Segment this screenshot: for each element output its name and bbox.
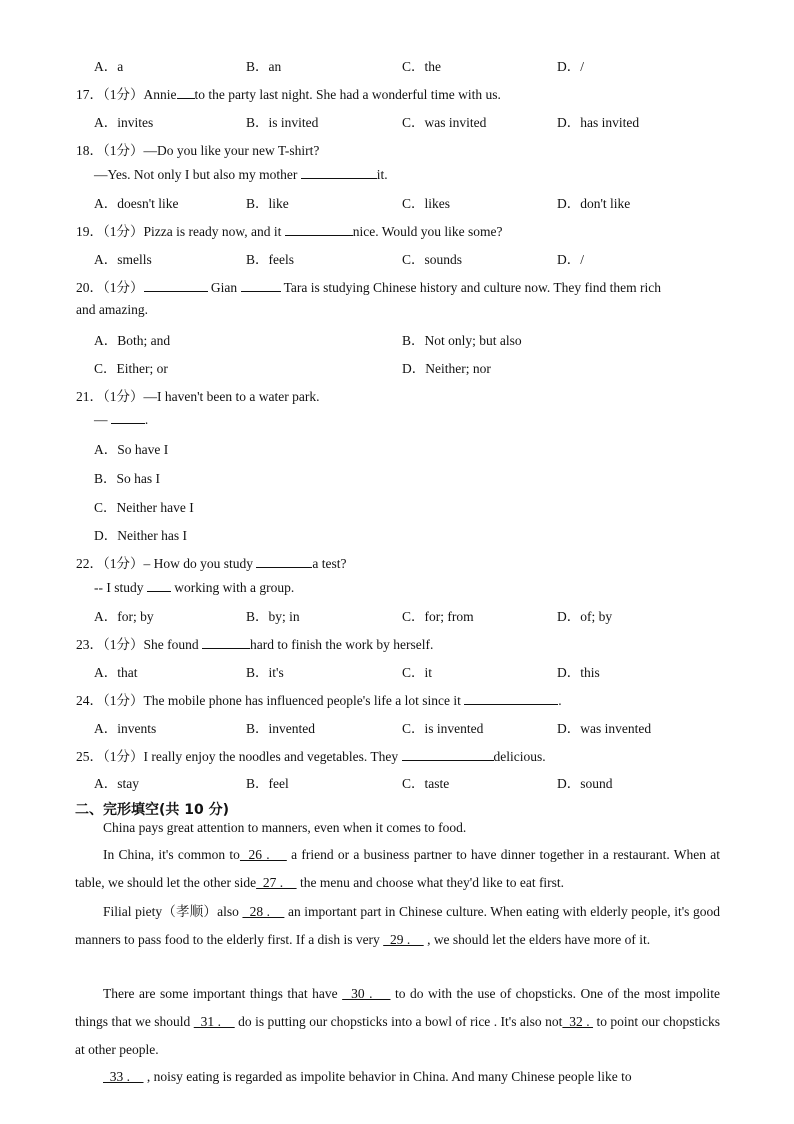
q22-blank-1 bbox=[256, 555, 312, 568]
blank-30[interactable]: 30 . bbox=[342, 986, 391, 1001]
q25-text-a: I really enjoy the noodles and vegetables. They bbox=[143, 749, 402, 764]
q22-line2-b: working with a group. bbox=[170, 580, 295, 595]
q24-number: 24．（1分） bbox=[76, 693, 144, 708]
q25-options bbox=[94, 772, 734, 790]
q22-option-c[interactable]: C．for; from bbox=[402, 609, 474, 624]
p4-text-b: to do with the use of chopsticks. One of the most impolite things that we should bbox=[75, 986, 720, 1029]
q17-text-b: to the party last night. She had a wonderful time with us. bbox=[194, 87, 501, 102]
q20-options-row2 bbox=[94, 357, 734, 375]
q21-dash: — bbox=[94, 412, 111, 427]
q18-line2-a: —Yes. Not only I but also my mother bbox=[94, 167, 301, 182]
blank-27[interactable]: 27 . bbox=[256, 875, 297, 890]
q22-option-d[interactable]: D．of; by bbox=[557, 609, 613, 624]
blank-29[interactable]: 29 . bbox=[383, 932, 424, 947]
q23-text-a: She found bbox=[143, 637, 202, 652]
p4-text-d: to point our chopsticks at other people. bbox=[75, 1014, 721, 1057]
q21-option-c[interactable]: C．Neither have I bbox=[94, 500, 194, 515]
q24-option-c[interactable]: C．is invented bbox=[402, 721, 484, 736]
q17-option-c[interactable]: C．was invited bbox=[402, 115, 487, 130]
q18-option-c[interactable]: C．likes bbox=[402, 196, 451, 211]
q18-line2 bbox=[94, 166, 724, 183]
q17-stem bbox=[76, 83, 724, 103]
section-title: 二、完形填空(共 10 分) bbox=[75, 802, 230, 818]
p2-text-a: In China, it's common to bbox=[103, 847, 240, 862]
passage-paragraph-2 bbox=[75, 841, 720, 897]
q18-line2-b: it. bbox=[376, 167, 388, 182]
q21-blank bbox=[111, 411, 145, 424]
q21-option-a-row bbox=[94, 438, 734, 456]
q24-text-a: The mobile phone has influenced people's life a lot since it bbox=[143, 693, 465, 708]
q16-option-a[interactable]: A．a bbox=[94, 59, 124, 74]
q19-blank bbox=[285, 223, 353, 236]
q18-option-a[interactable]: A．doesn't like bbox=[94, 196, 179, 211]
q22-text-b: a test? bbox=[312, 556, 347, 571]
q18-blank bbox=[301, 166, 377, 179]
q16-options bbox=[94, 55, 734, 73]
q23-options bbox=[94, 661, 734, 679]
blank-26[interactable]: 26 . bbox=[239, 847, 287, 862]
q19-number: 19．（1分） bbox=[76, 224, 144, 239]
p4-text-a: There are some important things that have bbox=[103, 986, 343, 1001]
q22-text-a: – How do you study bbox=[143, 556, 257, 571]
q24-option-a[interactable]: A．invents bbox=[94, 721, 157, 736]
q24-option-d[interactable]: D．was invented bbox=[557, 721, 652, 736]
q25-option-d[interactable]: D．sound bbox=[557, 776, 613, 791]
q24-options bbox=[94, 717, 734, 735]
passage-paragraph-5 bbox=[75, 1063, 720, 1091]
q17-options bbox=[94, 111, 734, 129]
q18-option-b[interactable]: B．like bbox=[246, 196, 289, 211]
q17-text-a: Annie bbox=[143, 87, 177, 102]
q24-blank bbox=[464, 692, 558, 705]
q20-number: 20．（1分） bbox=[76, 280, 144, 295]
q23-option-b[interactable]: B．it's bbox=[246, 665, 284, 680]
q18-options bbox=[94, 192, 734, 210]
q22-line2-a: -- I study bbox=[94, 580, 147, 595]
q19-option-b[interactable]: B．feels bbox=[246, 252, 294, 267]
q21-option-b-row bbox=[94, 467, 734, 485]
p3-text-a: Filial piety（孝顺）also bbox=[103, 904, 243, 919]
passage-paragraph-4 bbox=[75, 980, 720, 1064]
q23-text-b: hard to finish the work by herself. bbox=[250, 637, 434, 652]
p2-text-c: the menu and choose what they'd like to eat first. bbox=[296, 875, 565, 890]
q24-option-b[interactable]: B．invented bbox=[246, 721, 315, 736]
q22-option-b[interactable]: B．by; in bbox=[246, 609, 300, 624]
q21-option-a[interactable]: A．So have I bbox=[94, 442, 169, 457]
q22-blank-2 bbox=[147, 579, 171, 592]
q20-text-b: Tara is studying Chinese history and culture now. They find them rich bbox=[280, 280, 661, 295]
q20-stem bbox=[76, 276, 724, 296]
q20-text-a: Gian bbox=[207, 280, 241, 295]
passage-paragraph-1: China pays great attention to manners, even when it comes to food. bbox=[103, 820, 467, 835]
q19-option-a[interactable]: A．smells bbox=[94, 252, 152, 267]
q19-option-c[interactable]: C．sounds bbox=[402, 252, 463, 267]
q21-period: . bbox=[144, 412, 149, 427]
q21-text: —I haven't been to a water park. bbox=[143, 389, 320, 404]
q16-option-b[interactable]: B．an bbox=[246, 59, 282, 74]
q17-option-d[interactable]: D．has invited bbox=[557, 115, 640, 130]
q21-option-d-row bbox=[94, 524, 734, 542]
q21-line2 bbox=[94, 411, 724, 428]
q25-number: 25．（1分） bbox=[76, 749, 144, 764]
blank-31[interactable]: 31 . bbox=[193, 1014, 235, 1029]
q19-text-b: nice. Would you like some? bbox=[352, 224, 503, 239]
q19-stem bbox=[76, 220, 724, 240]
p3-text-b: an important part in Chinese culture. When eating with elderly people, it's good manners to pass food to the elderly first. If a dish is very bbox=[75, 904, 721, 947]
blank-32[interactable]: 32 . bbox=[562, 1014, 594, 1029]
q25-stem bbox=[76, 745, 724, 765]
q22-option-a[interactable]: A．for; by bbox=[94, 609, 154, 624]
q16-option-d[interactable]: D．/ bbox=[557, 59, 584, 74]
p5-text: , noisy eating is regarded as impolite behavior in China. And many Chinese people like to bbox=[143, 1069, 632, 1084]
q20-option-a[interactable]: A．Both; and bbox=[94, 333, 171, 348]
q25-option-b[interactable]: B．feel bbox=[246, 776, 289, 791]
passage-paragraph-3 bbox=[75, 898, 720, 954]
q22-options bbox=[94, 605, 734, 623]
q16-option-c[interactable]: C．the bbox=[402, 59, 441, 74]
q19-option-d[interactable]: D．/ bbox=[557, 252, 584, 267]
q22-number: 22．（1分） bbox=[76, 556, 144, 571]
q23-stem bbox=[76, 633, 724, 653]
q17-number: 17．（1分） bbox=[76, 87, 144, 102]
q23-blank bbox=[202, 636, 250, 649]
q18-option-d[interactable]: D．don't like bbox=[557, 196, 631, 211]
q21-number: 21．（1分） bbox=[76, 389, 144, 404]
q20-options-row1 bbox=[94, 329, 734, 347]
q23-option-d[interactable]: D．this bbox=[557, 665, 600, 680]
q20-option-b[interactable]: B．Not only; but also bbox=[402, 333, 522, 348]
q19-text-a: Pizza is ready now, and it bbox=[143, 224, 285, 239]
q25-option-a[interactable]: A．stay bbox=[94, 776, 139, 791]
q17-option-a[interactable]: A．invites bbox=[94, 115, 154, 130]
q20-option-c[interactable]: C．Either; or bbox=[94, 361, 168, 376]
q25-blank bbox=[402, 748, 494, 761]
q23-number: 23．（1分） bbox=[76, 637, 144, 652]
blank-28[interactable]: 28 . bbox=[242, 904, 285, 919]
q21-option-c-row bbox=[94, 496, 734, 514]
q22-stem bbox=[76, 552, 724, 572]
q21-option-d[interactable]: D．Neither has I bbox=[94, 528, 187, 543]
q20-blank-2 bbox=[241, 279, 281, 292]
q20-blank-1 bbox=[144, 279, 208, 292]
q25-option-c[interactable]: C．taste bbox=[402, 776, 450, 791]
q21-option-b[interactable]: B．So has I bbox=[94, 471, 161, 486]
p4-text-c: do is putting our chopsticks into a bowl of rice . It's also not bbox=[234, 1014, 563, 1029]
q19-options bbox=[94, 248, 734, 266]
q17-option-b[interactable]: B．is invited bbox=[246, 115, 319, 130]
p3-text-c: , we should let the elders have more of it. bbox=[423, 932, 651, 947]
q25-text-b: delicious. bbox=[493, 749, 546, 764]
q20-line2: and amazing. bbox=[76, 302, 148, 317]
q24-stem bbox=[76, 689, 724, 709]
q20-option-d[interactable]: D．Neither; nor bbox=[402, 361, 491, 376]
q21-stem bbox=[76, 385, 724, 405]
q18-number: 18．（1分） bbox=[76, 143, 144, 158]
q23-option-c[interactable]: C．it bbox=[402, 665, 433, 680]
q23-option-a[interactable]: A．that bbox=[94, 665, 138, 680]
p2-text-b: a friend or a business partner to have dinner together in a restaurant. When at table, we should let the other side bbox=[75, 847, 720, 890]
q24-text-b: . bbox=[558, 693, 562, 708]
q18-text: —Do you like your new T-shirt? bbox=[143, 143, 320, 158]
q22-line2 bbox=[94, 579, 724, 596]
blank-33[interactable]: 33 . bbox=[103, 1069, 144, 1084]
q18-stem bbox=[76, 139, 724, 159]
q17-blank bbox=[177, 86, 195, 99]
